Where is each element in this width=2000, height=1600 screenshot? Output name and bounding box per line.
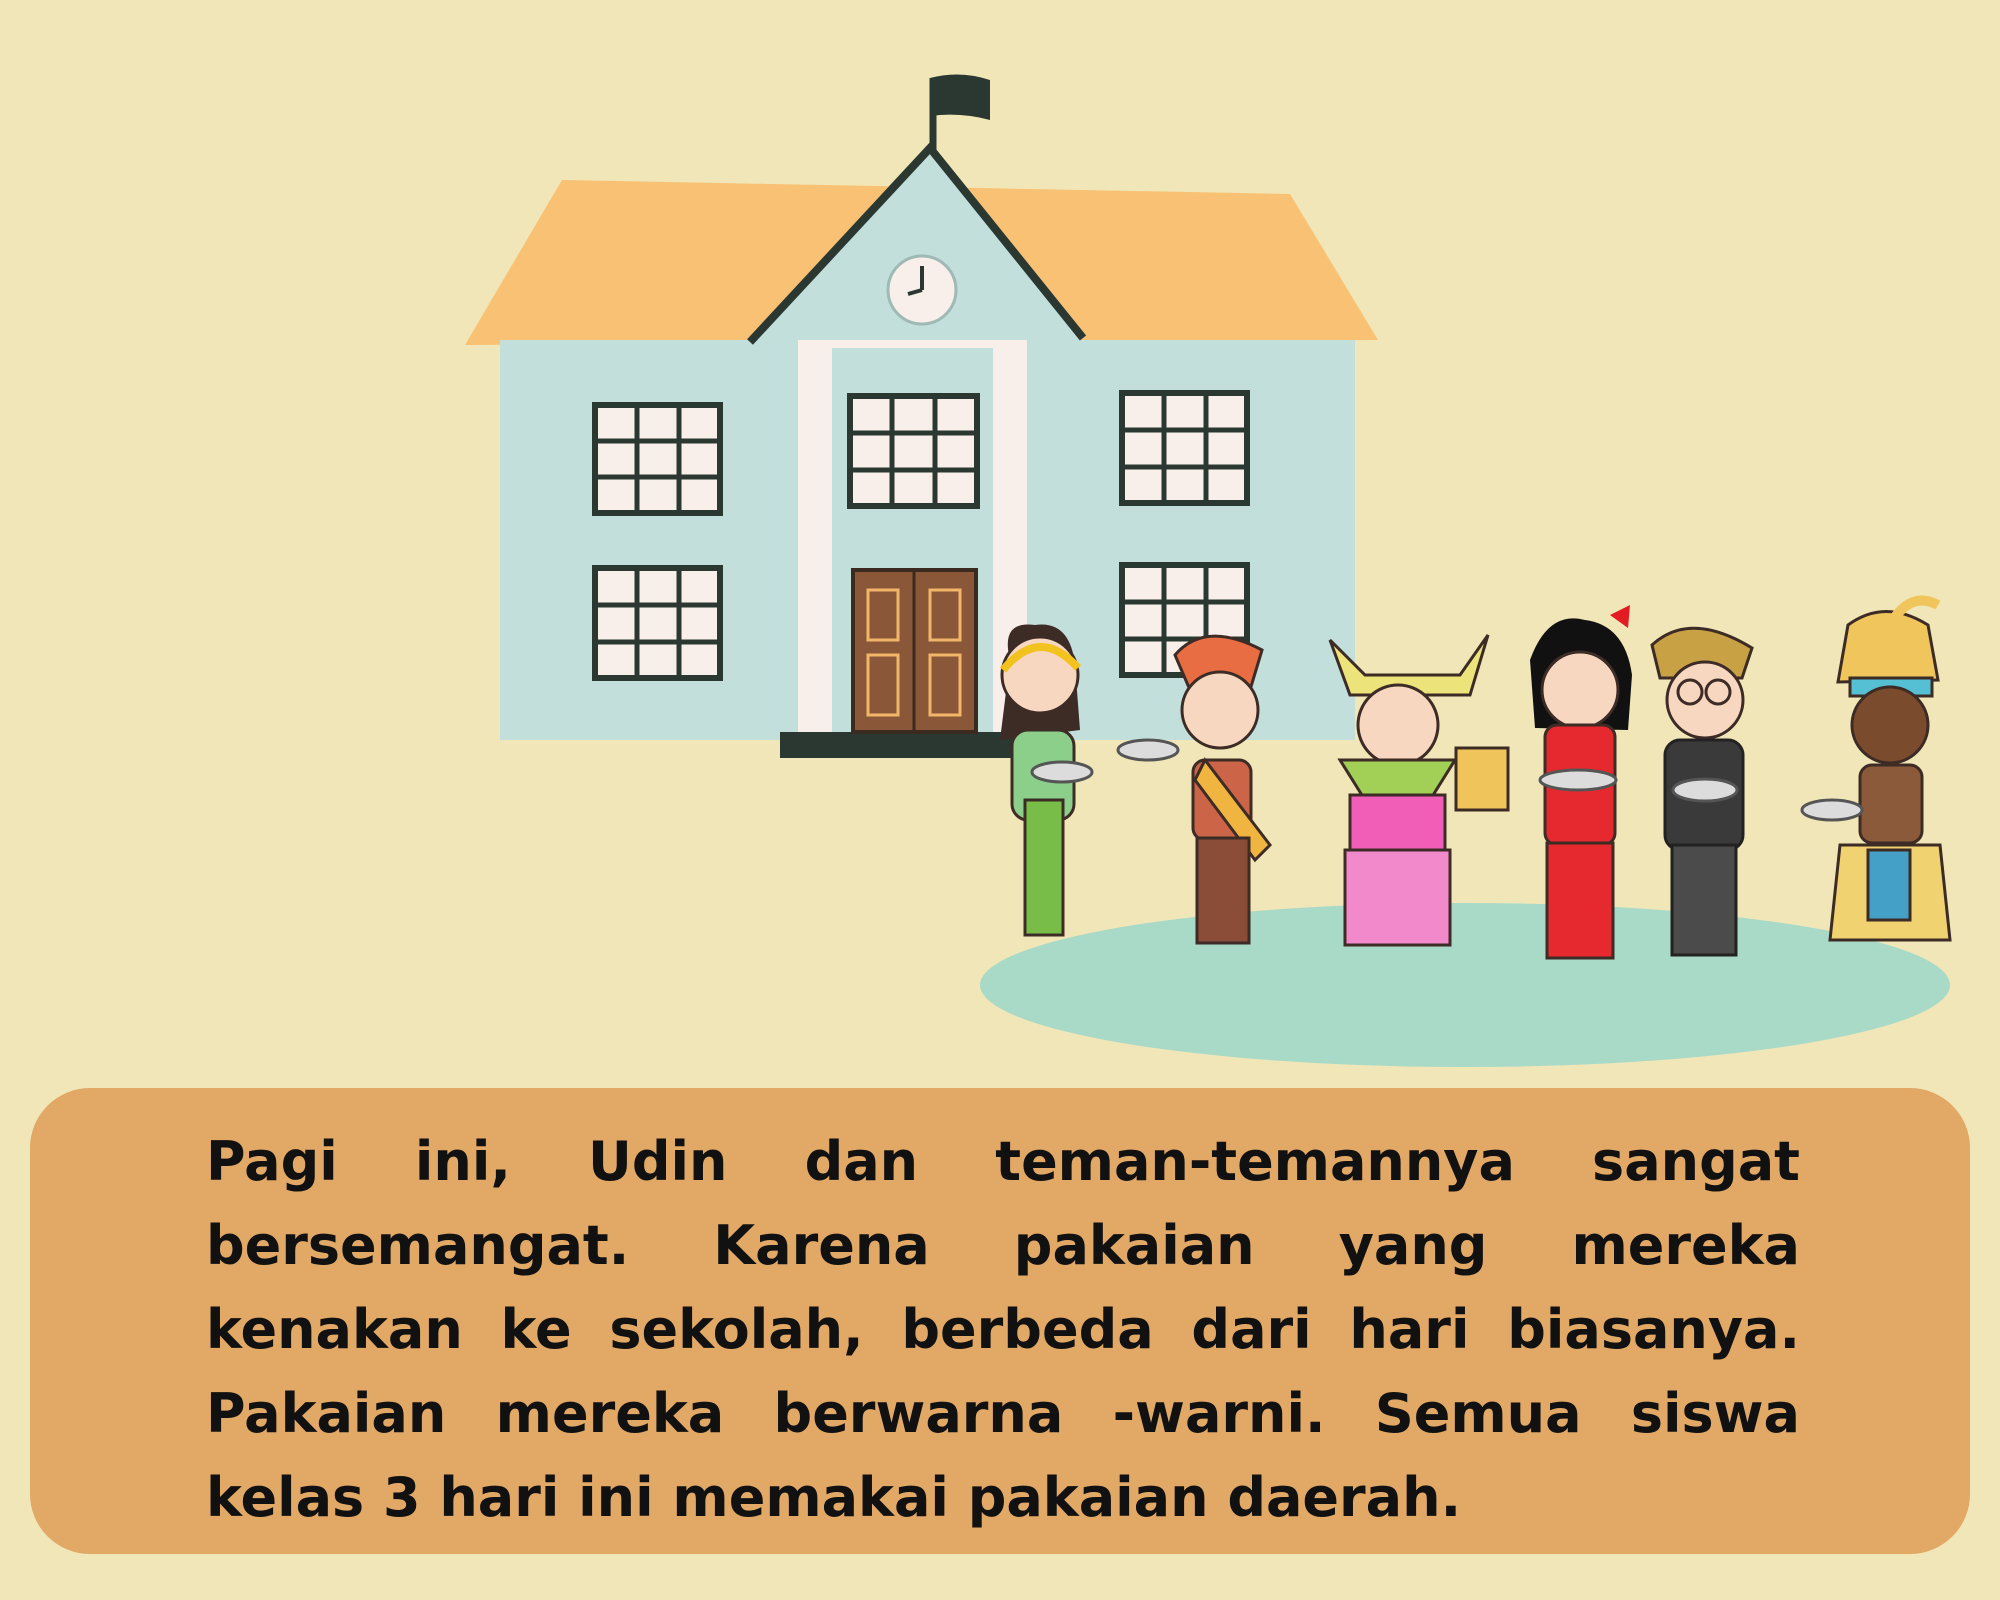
child-girl-green — [1000, 624, 1092, 935]
child-boy-black — [1652, 628, 1752, 955]
ground-shadow — [980, 903, 1950, 1067]
story-text: Pagi ini, Udin dan teman-temannya sangat bersemangat. Karena pakaian yang mereka kenakan ke sekolah, berbeda dari hari biasanya. Pakaian mereka berwarna -warni. Semua siswa kelas 3 hari ini memakai pakaian daerah. — [206, 1130, 1800, 1529]
child-boy-papua — [1802, 601, 1950, 941]
window — [850, 396, 977, 506]
window — [1122, 393, 1247, 503]
window — [595, 405, 720, 513]
child-girl-pink — [1330, 635, 1508, 945]
window — [595, 568, 720, 678]
flag-icon — [930, 74, 990, 120]
story-text-box — [30, 1088, 1970, 1554]
